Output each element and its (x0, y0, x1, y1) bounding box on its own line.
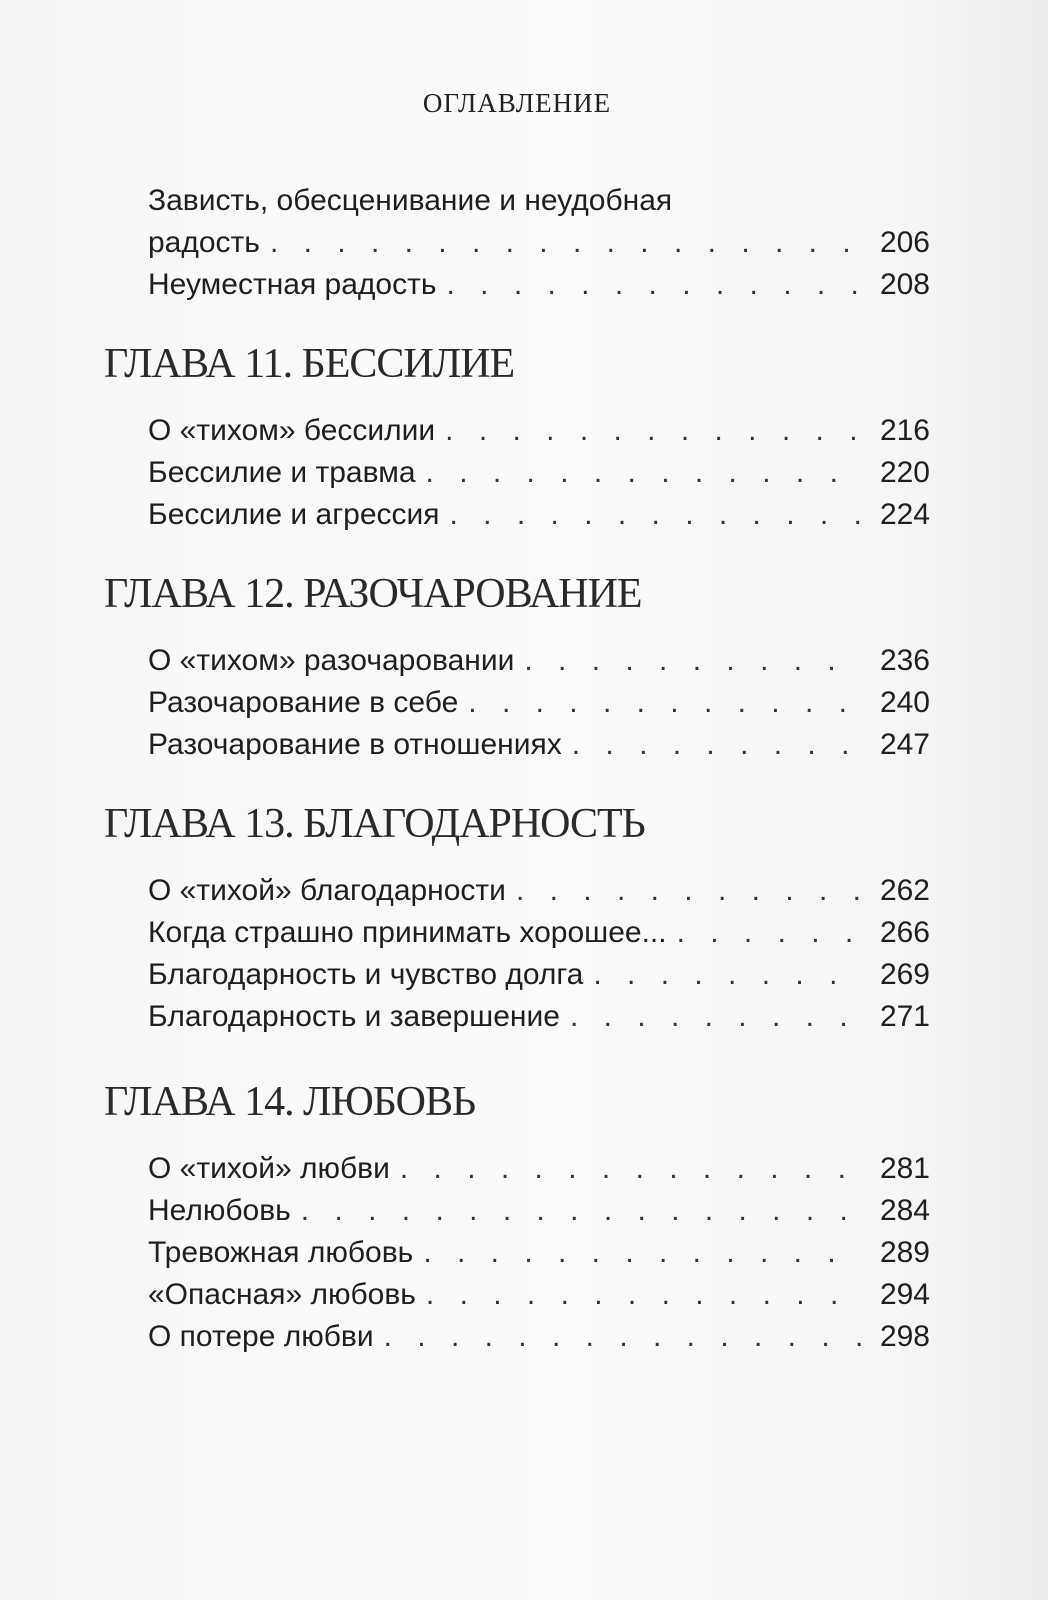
dot-leader (447, 264, 863, 306)
toc-entry[interactable] (148, 640, 930, 682)
toc-entry-label: Нелюбовь (148, 1194, 291, 1227)
dot-leader (426, 1274, 862, 1316)
chapter-section (104, 570, 934, 766)
chapter-heading[interactable]: ГЛАВА 12. РАЗОЧАРОВАНИЕ (104, 571, 642, 617)
toc-entry[interactable] (148, 264, 930, 306)
dot-leader (677, 912, 862, 954)
dot-leader (572, 724, 862, 766)
toc-entry-label: Разочарование в отношениях (148, 728, 562, 761)
toc-entry-page: 224 (879, 498, 930, 531)
toc-entry-page: 220 (879, 456, 930, 489)
toc-entry-page: 236 (879, 644, 930, 677)
toc-entry[interactable] (148, 1148, 930, 1190)
page-title: ОГЛАВЛЕНИЕ (422, 88, 612, 118)
toc-entry[interactable] (148, 452, 930, 494)
toc-entry[interactable] (148, 494, 930, 536)
toc-entry-page: 281 (879, 1152, 930, 1185)
toc-entry-label: Когда страшно принимать хорошее... (148, 916, 667, 949)
toc-entry-page: 262 (879, 874, 930, 907)
toc-entry[interactable] (148, 1190, 930, 1232)
toc-entry-label: Бессилие и агрессия (148, 498, 440, 531)
chapter-heading[interactable]: ГЛАВА 11. БЕССИЛИЕ (104, 341, 515, 387)
toc-entry[interactable] (148, 724, 930, 766)
toc-entry[interactable] (148, 682, 930, 724)
chapter-section (104, 340, 934, 536)
chapter-section (104, 800, 934, 1038)
toc-entry-page: 289 (879, 1236, 930, 1269)
toc-entry-label: Тревожная любовь (148, 1236, 414, 1269)
toc-entry-page: 208 (879, 268, 930, 301)
dot-leader (516, 870, 862, 912)
dot-leader (445, 410, 862, 452)
chapter-heading[interactable]: ГЛАВА 14. ЛЮБОВЬ (104, 1079, 476, 1125)
toc-entry-label: О «тихой» благодарности (148, 874, 506, 907)
table-of-contents (104, 180, 934, 1382)
toc-entry-label: О потере любви (148, 1320, 374, 1353)
dot-leader (384, 1316, 862, 1358)
dot-leader (301, 1190, 862, 1232)
dot-leader (570, 996, 862, 1038)
dot-leader (423, 1232, 862, 1274)
toc-intro-section (104, 180, 934, 306)
dot-leader (450, 494, 862, 536)
toc-entry-label: О «тихом» разочаровании (148, 644, 515, 677)
dot-leader (270, 222, 862, 264)
toc-entry[interactable] (148, 996, 930, 1038)
toc-entry-page: 247 (879, 728, 930, 761)
toc-entry-page: 294 (879, 1278, 930, 1311)
toc-entry-page: 266 (879, 916, 930, 949)
toc-entry[interactable] (148, 1232, 930, 1274)
toc-entry-page: 271 (879, 1000, 930, 1033)
toc-entry[interactable] (148, 912, 930, 954)
toc-entry[interactable] (148, 1316, 930, 1358)
toc-entry[interactable] (148, 410, 930, 452)
toc-entry-page: 216 (879, 414, 930, 447)
toc-entry-label: радость (148, 226, 260, 259)
dot-leader (593, 954, 862, 996)
dot-leader (426, 452, 862, 494)
toc-entry-label: Неуместная радость (148, 268, 437, 301)
toc-entry-page: 298 (879, 1320, 930, 1353)
toc-entry-page: 240 (879, 686, 930, 719)
toc-entry[interactable] (148, 870, 930, 912)
toc-entry-label: О «тихой» любви (148, 1152, 390, 1185)
toc-entry-label: О «тихом» бессилии (148, 414, 436, 447)
dot-leader (524, 640, 862, 682)
dot-leader (400, 1148, 862, 1190)
toc-entry-label-line1: Зависть, обесценивание и неудобная (148, 184, 673, 217)
toc-entry[interactable] (148, 954, 930, 996)
toc-entry-label: «Опасная» любовь (148, 1278, 416, 1311)
toc-entry-page: 284 (879, 1194, 930, 1227)
toc-entry[interactable] (148, 1274, 930, 1316)
toc-entry-label: Благодарность и чувство долга (148, 958, 584, 991)
toc-entry-label: Бессилие и травма (148, 456, 416, 489)
dot-leader (468, 682, 862, 724)
chapter-section (104, 1078, 934, 1358)
toc-entry-label: Благодарность и завершение (148, 1000, 560, 1033)
toc-entry-page: 206 (879, 226, 930, 259)
chapter-heading[interactable]: ГЛАВА 13. БЛАГОДАРНОСТЬ (104, 801, 645, 847)
toc-entry-label: Разочарование в себе (148, 686, 459, 719)
toc-entry[interactable] (148, 180, 930, 264)
toc-entry-page: 269 (879, 958, 930, 991)
